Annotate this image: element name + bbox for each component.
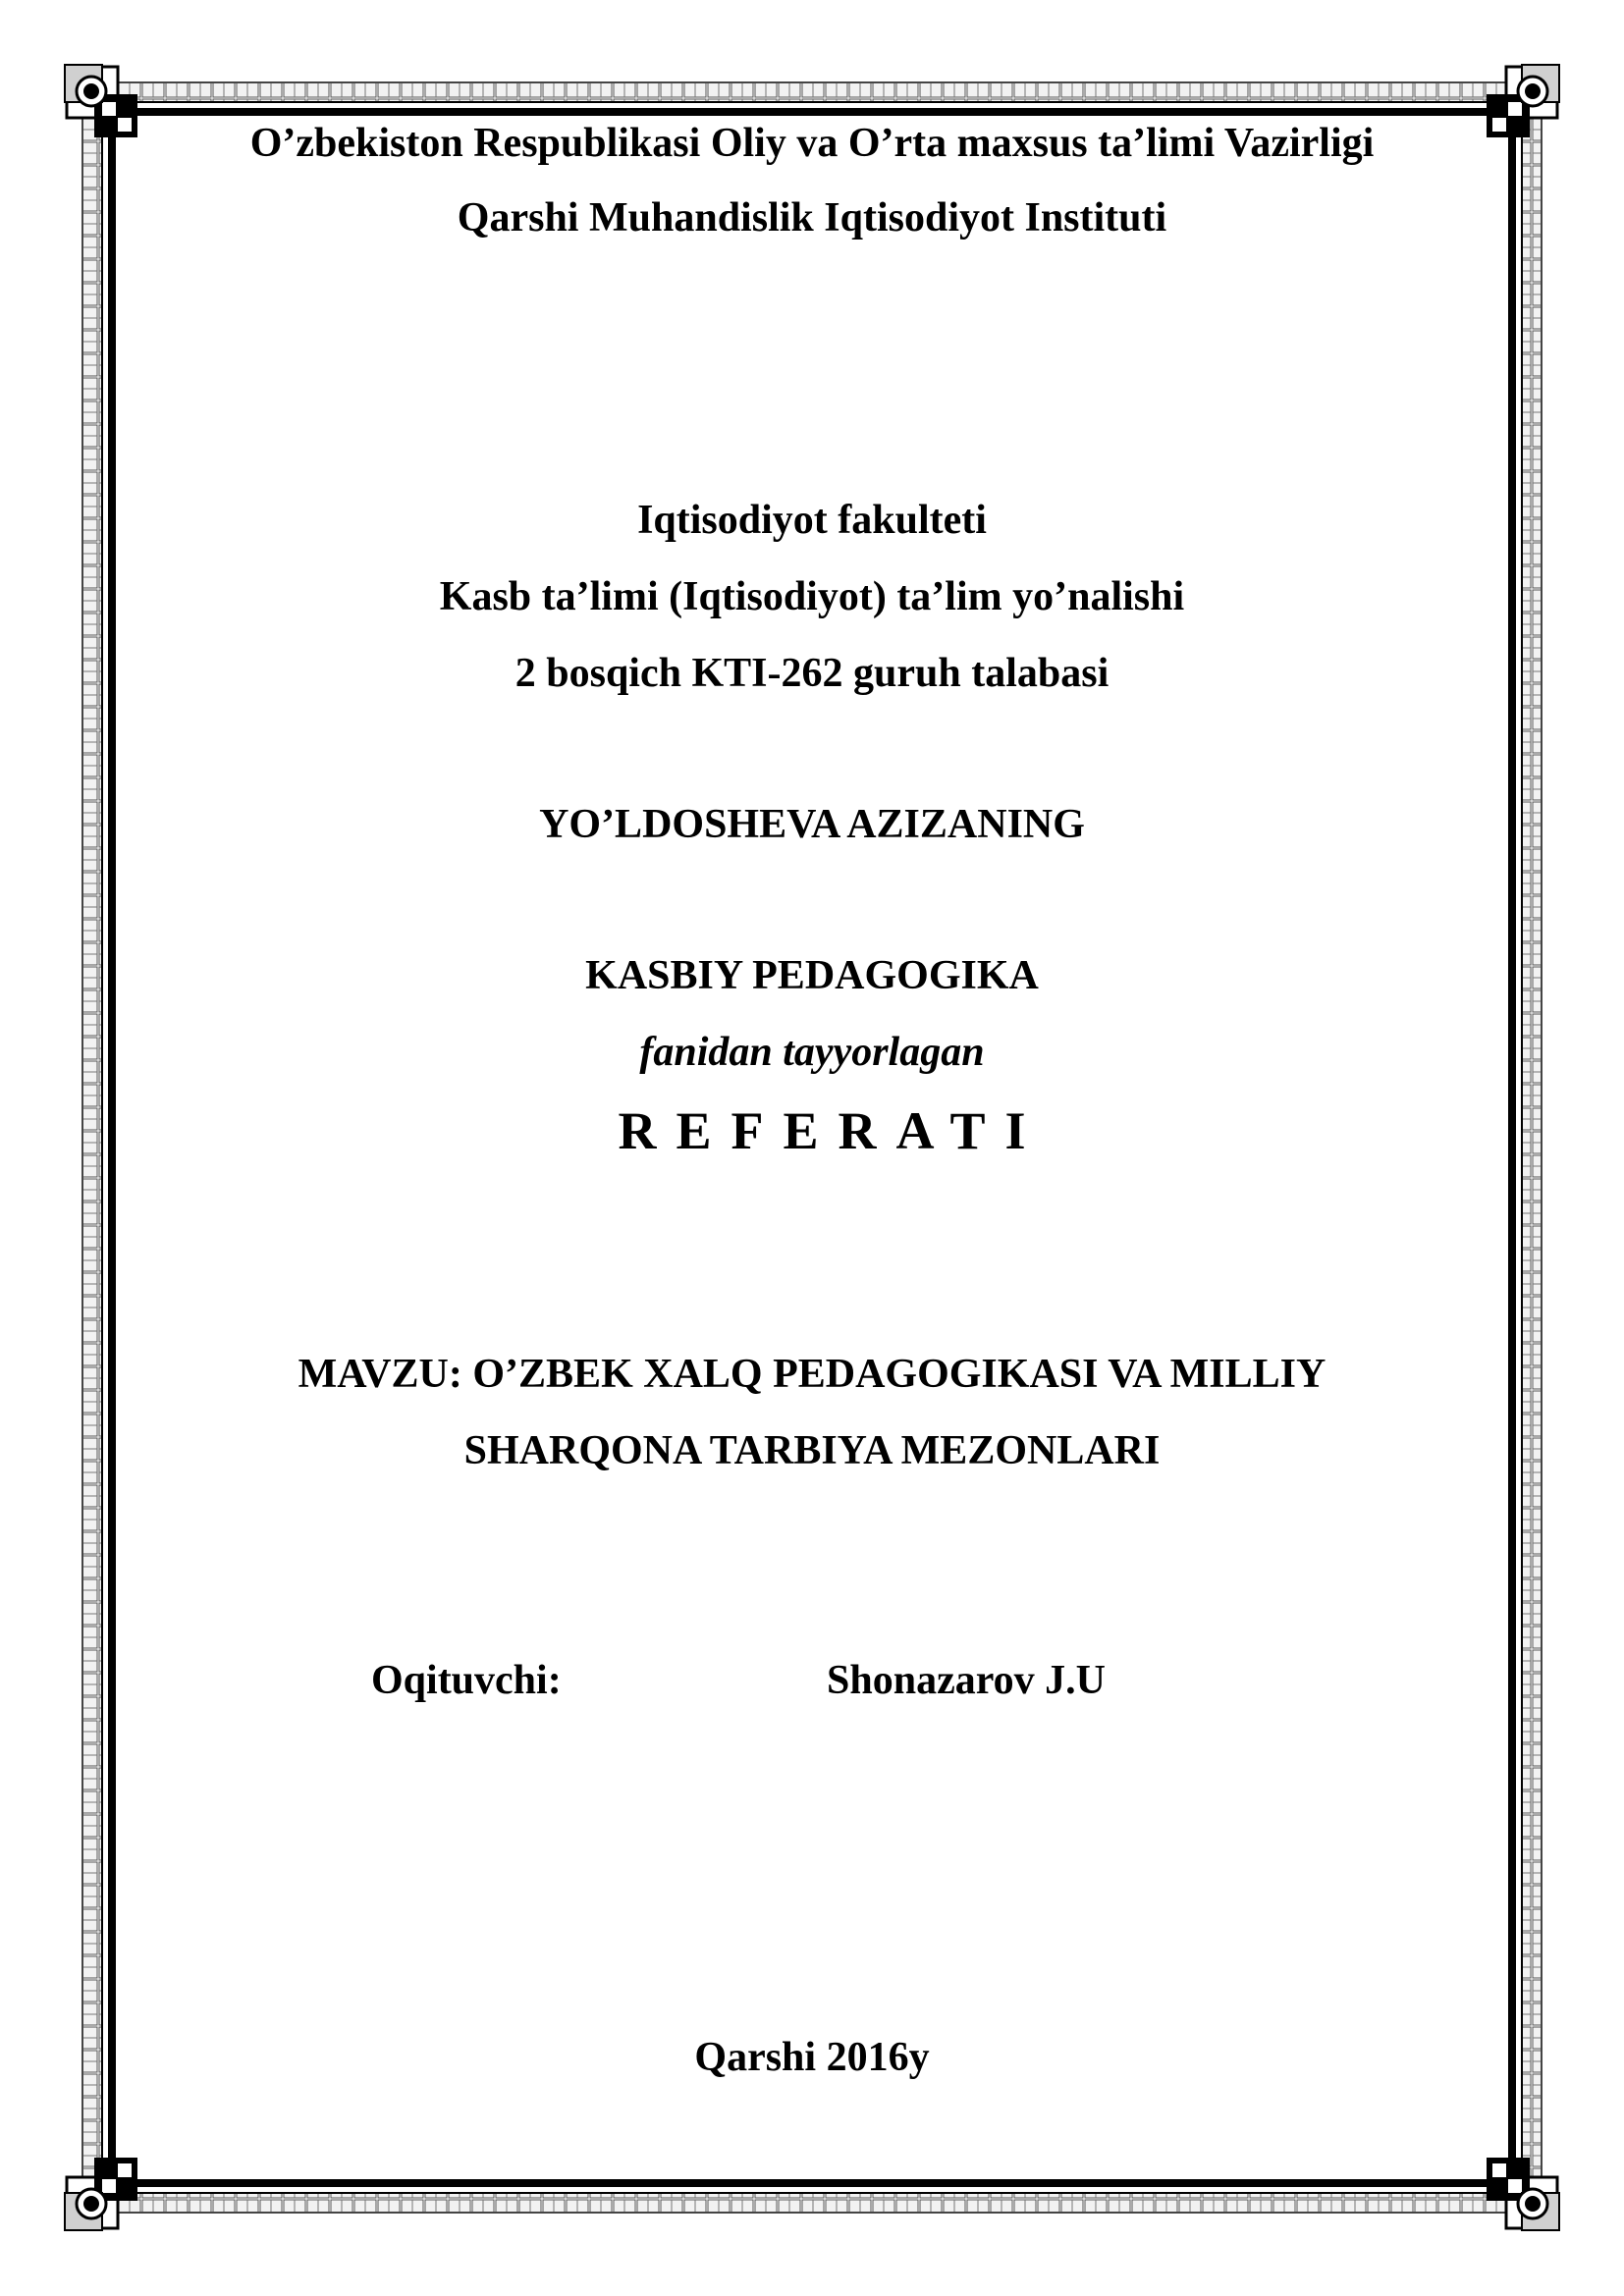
topic-line-2: SHARQONA TARBIYA MEZONLARI [463,1428,1161,1473]
ministry-title: O’zbekiston Respublikasi Oliy va O’rta maxsus ta’limi Vazirligi [249,121,1375,166]
group-info: 2 bosqich KTI-262 guruh talabasi [514,651,1110,696]
subject-name: KASBIY PEDAGOGIKA [585,953,1039,998]
institute-title: Qarshi Muhandislik Iqtisodiyot Instituti [457,195,1167,240]
corner-ornament-bottom-left [65,2158,137,2230]
corner-ornament-bottom-right [1487,2158,1559,2230]
place-and-year: Qarshi 2016y [694,2035,930,2080]
teacher-label: Oqituvchi: [371,1658,562,1703]
student-name: YO’LDOSHEVA AZIZANING [539,802,1085,847]
faculty-name: Iqtisodiyot fakulteti [637,498,987,543]
teacher-name: Shonazarov J.U [827,1658,1106,1703]
topic-line-1: MAVZU: O’ZBEK XALQ PEDAGOGIKASI VA MILLIY [298,1352,1326,1397]
study-direction: Kasb ta’limi (Iqtisodiyot) ta’lim yo’nalishi [439,574,1185,619]
work-type-title: REFERATI [618,1101,1046,1160]
prepared-caption: fanidan tayyorlagan [639,1030,985,1075]
